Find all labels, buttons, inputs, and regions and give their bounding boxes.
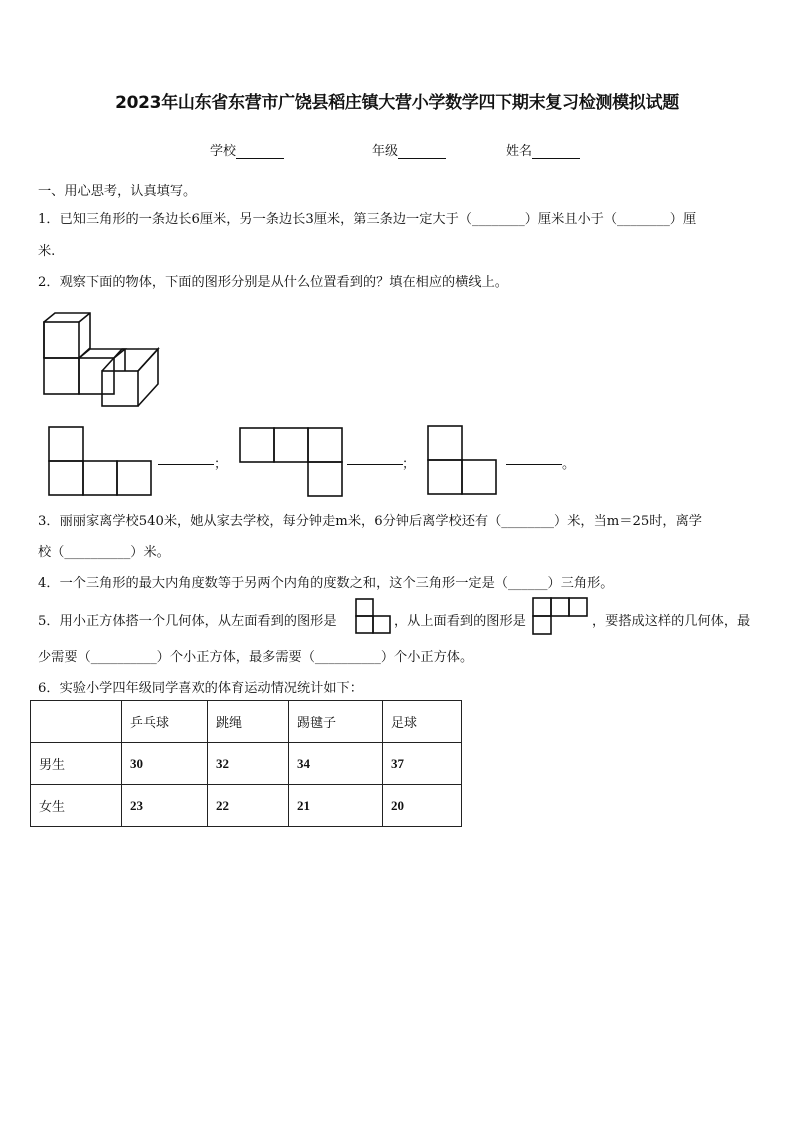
question-5-line2: 少需要（__________）个小正方体，最多需要（__________）个小正方体。	[38, 650, 474, 665]
row-label: 男生	[31, 743, 122, 785]
view3-square-br	[462, 460, 496, 494]
view2-square-l	[240, 428, 274, 462]
view2-square-m	[274, 428, 308, 462]
view3-square-top	[428, 426, 462, 460]
cube-front-top	[102, 349, 158, 371]
grade-field	[372, 140, 446, 159]
question-1-line2: 米.	[38, 244, 56, 259]
top-view-square-1	[533, 598, 551, 616]
table-cell: 34	[289, 743, 383, 785]
school-field	[210, 140, 284, 159]
table-header-cell: 踢毽子	[289, 701, 383, 743]
left-view-figure	[355, 598, 395, 634]
question-3-line1: 3．丽丽家离学校540米，她从家去学校，每分钟走m米，6分钟后离学校还有（________）米，当m＝25时，离学	[38, 514, 702, 529]
table-header-cell	[31, 701, 122, 743]
question-5-part1: 5．用小正方体搭一个几何体，从左面看到的图形是	[38, 614, 337, 629]
cube-top-outline	[44, 313, 90, 358]
view-figure-2	[239, 427, 344, 497]
table-header-cell: 跳绳	[208, 701, 289, 743]
table-cell: 23	[122, 785, 208, 827]
name-blank[interactable]	[532, 146, 580, 159]
view1-answer-blank[interactable]	[158, 452, 214, 465]
top-view-square-4	[533, 616, 551, 634]
grade-label: 年级	[372, 144, 399, 159]
view2-square-below	[308, 462, 342, 496]
cube-top-edge1	[79, 313, 90, 322]
table-row	[31, 743, 462, 785]
table-cell: 30	[122, 743, 208, 785]
table-cell: 21	[289, 785, 383, 827]
view-figure-3	[427, 425, 499, 495]
section-heading: 一、用心思考，认真填写。	[38, 184, 197, 199]
view-figure-1	[48, 426, 153, 496]
school-blank[interactable]	[236, 146, 284, 159]
question-1-line1: 1．已知三角形的一条边长6厘米，另一条边长3厘米，第三条边一定大于（________）厘米且小于（________）厘	[38, 212, 697, 227]
cube-bottom-left	[44, 358, 79, 394]
view1-separator: ；	[214, 457, 228, 472]
table-header-cell: 乒乓球	[122, 701, 208, 743]
table-cell: 37	[383, 743, 462, 785]
sports-stats-table	[30, 700, 462, 827]
table-cell: 22	[208, 785, 289, 827]
question-4-text: 4．一个三角形的最大内角度数等于另两个内角的度数之和，这个三角形一定是（______）三角形。	[38, 576, 614, 591]
cube-object-figure	[40, 310, 165, 410]
name-label: 姓名	[506, 144, 533, 159]
view3-end: 。	[562, 457, 576, 472]
school-label: 学校	[210, 144, 237, 159]
top-view-square-3	[569, 598, 587, 616]
grade-blank[interactable]	[398, 146, 446, 159]
question-6-text: 6．实验小学四年级同学喜欢的体育运动情况统计如下：	[38, 681, 363, 696]
cube-front-face	[102, 371, 138, 406]
cube-front-side	[138, 349, 158, 406]
view1-square-br	[117, 461, 151, 495]
view3-answer-blank[interactable]	[506, 452, 562, 465]
left-view-square-bl	[356, 616, 373, 633]
view2-answer-blank[interactable]	[347, 452, 403, 465]
top-view-figure	[532, 597, 592, 635]
table-row	[31, 785, 462, 827]
view1-square-bl	[49, 461, 83, 495]
view2-separator: ；	[402, 457, 416, 472]
top-view-square-2	[551, 598, 569, 616]
left-view-square-br	[373, 616, 390, 633]
page-title: 2023年山东省东营市广饶县稻庄镇大营小学数学四下期末复习检测模拟试题	[115, 93, 679, 113]
table-header-row	[31, 701, 462, 743]
row-label: 女生	[31, 785, 122, 827]
question-5-part3: ，要搭成这样的几何体，最	[592, 614, 751, 629]
view3-square-bl	[428, 460, 462, 494]
table-header-cell: 足球	[383, 701, 462, 743]
table-cell: 20	[383, 785, 462, 827]
view1-square-bm	[83, 461, 117, 495]
question-2-text: 2．观察下面的物体，下面的图形分别是从什么位置看到的？填在相应的横线上。	[38, 275, 508, 290]
name-field	[506, 140, 580, 159]
table-cell: 32	[208, 743, 289, 785]
question-3-line2: 校（__________）米。	[38, 545, 170, 560]
question-5-part2: ，从上面看到的图形是	[394, 614, 526, 629]
view1-square-top	[49, 427, 83, 461]
view2-square-r	[308, 428, 342, 462]
left-view-square-top	[356, 599, 373, 616]
cube-top-front	[44, 322, 79, 358]
